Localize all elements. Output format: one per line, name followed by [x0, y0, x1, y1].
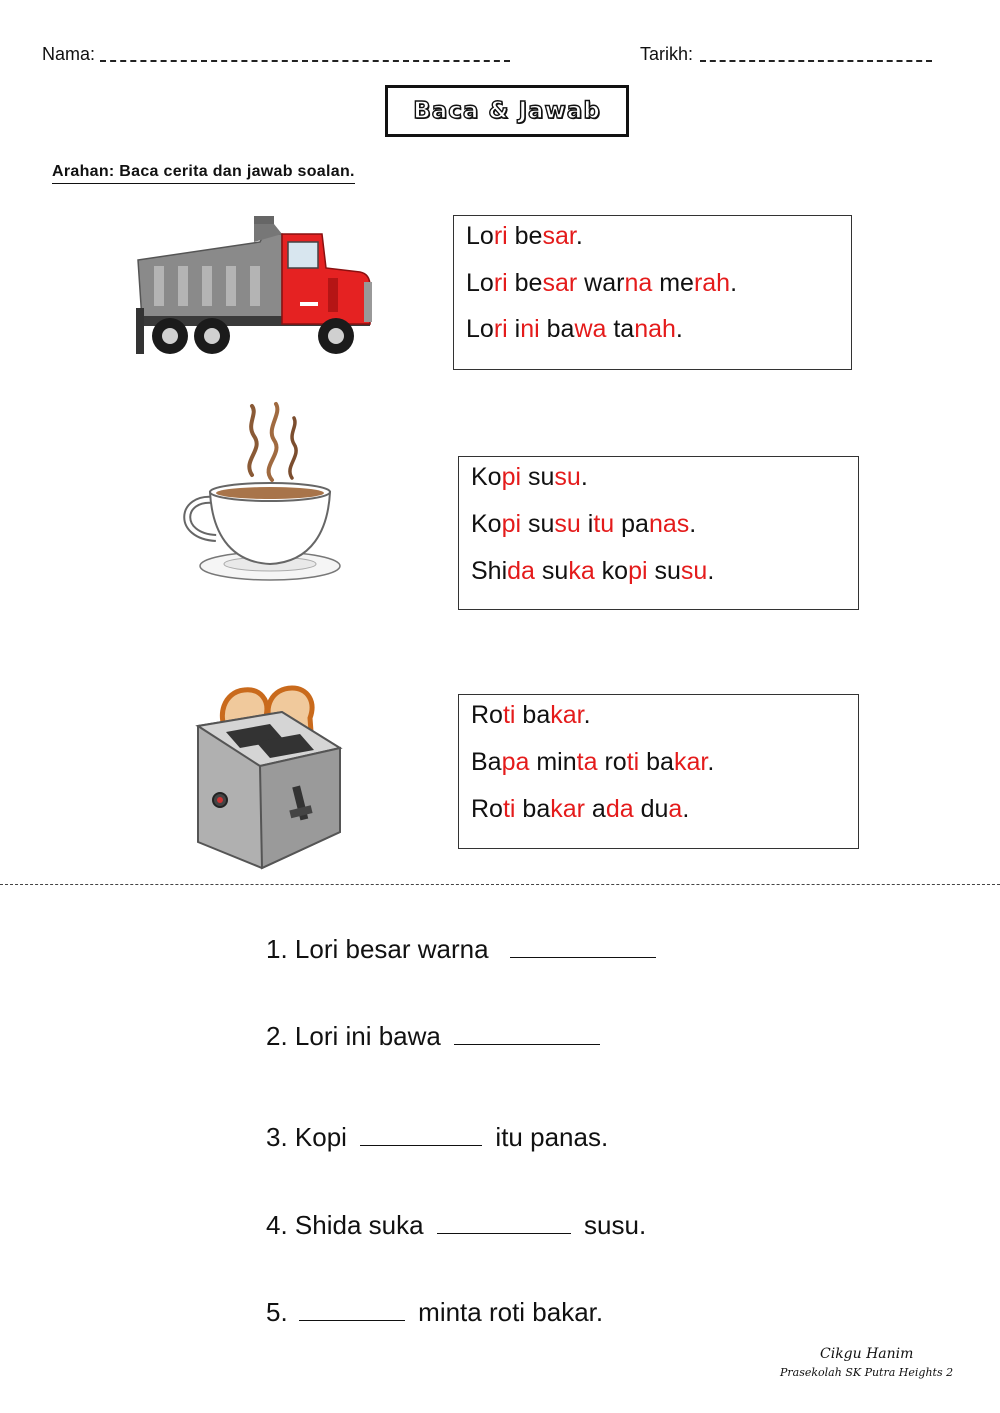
coffee-cup-icon	[172, 400, 352, 590]
story-2-line-2	[471, 510, 696, 539]
story-1-line-1	[466, 222, 583, 251]
highlight-syllable: pi	[628, 557, 648, 585]
syllable: .	[707, 557, 715, 585]
story-2-line-1	[471, 463, 588, 492]
syllable: war	[577, 269, 625, 297]
story-2-line-3	[471, 557, 714, 586]
syllable: .	[575, 222, 583, 250]
syllable: ko	[594, 557, 629, 585]
story-3-line-2	[471, 748, 714, 777]
name-field[interactable]	[100, 60, 510, 62]
syllable: i	[580, 510, 594, 538]
answer-blank-5[interactable]	[299, 1296, 405, 1321]
syllable: Ro	[471, 701, 503, 729]
author-signature: Cikgu Hanim	[820, 1346, 914, 1362]
syllable: .	[675, 315, 683, 343]
highlight-syllable: ri	[493, 315, 508, 343]
story-3-line-3	[471, 795, 689, 824]
question-3-suffix: itu panas.	[495, 1122, 609, 1152]
highlight-syllable: kar	[550, 701, 584, 729]
syllable: ro	[597, 748, 627, 776]
question-1	[266, 933, 656, 965]
highlight-syllable: sar	[542, 222, 576, 250]
syllable: be	[507, 222, 543, 250]
answer-blank-4[interactable]	[437, 1209, 571, 1234]
syllable: be	[507, 269, 543, 297]
highlight-syllable: su	[554, 463, 581, 491]
syllable: ba	[515, 795, 551, 823]
divider	[0, 884, 1000, 885]
syllable: su	[647, 557, 681, 585]
highlight-syllable: ka	[568, 557, 595, 585]
question-5-text: 5.	[266, 1297, 288, 1327]
highlight-syllable: kar	[673, 748, 708, 776]
story-box-2	[458, 456, 859, 610]
syllable: Ko	[471, 463, 502, 491]
truck-icon	[132, 212, 377, 362]
syllable: su	[521, 510, 555, 538]
answer-blank-2[interactable]	[454, 1020, 600, 1045]
highlight-syllable: ri	[493, 269, 508, 297]
question-5	[266, 1296, 603, 1328]
instruction: Arahan: Baca cerita dan jawab soalan.	[52, 163, 355, 184]
syllable: i	[507, 315, 521, 343]
question-4-text: 4. Shida suka	[266, 1210, 424, 1240]
title-box	[385, 85, 629, 137]
syllable: ba	[515, 701, 551, 729]
highlight-syllable: su	[554, 510, 581, 538]
syllable: Lo	[466, 315, 494, 343]
highlight-syllable: sar	[542, 269, 578, 297]
question-2-text: 2. Lori ini bawa	[266, 1021, 441, 1051]
highlight-syllable: ti	[502, 795, 516, 823]
highlight-syllable: ni	[520, 315, 540, 343]
syllable: Ko	[471, 510, 502, 538]
highlight-syllable: ta	[576, 748, 598, 776]
story-1-line-2	[466, 269, 737, 298]
answer-blank-1[interactable]	[510, 933, 656, 958]
question-4	[266, 1209, 646, 1241]
question-3	[266, 1121, 608, 1153]
answer-blank-3[interactable]	[360, 1121, 482, 1146]
syllable: ba	[639, 748, 674, 776]
highlight-syllable: pi	[501, 510, 522, 538]
syllable: .	[580, 463, 588, 491]
name-label: Nama:	[42, 44, 96, 64]
date-field[interactable]	[700, 60, 932, 62]
highlight-syllable: tu	[593, 510, 615, 538]
question-2	[266, 1020, 600, 1052]
syllable: Lo	[466, 222, 494, 250]
syllable: su	[534, 557, 569, 585]
syllable: su	[521, 463, 555, 491]
highlight-syllable: na	[624, 269, 653, 297]
syllable: min	[529, 748, 577, 776]
highlight-syllable: nah	[634, 315, 676, 343]
highlight-syllable: kar	[550, 795, 585, 823]
syllable: du	[633, 795, 669, 823]
syllable: pa	[614, 510, 649, 538]
highlight-syllable: pi	[501, 463, 522, 491]
date-label: Tarikh:	[640, 44, 694, 64]
syllable: .	[583, 701, 591, 729]
story-1-line-3	[466, 315, 683, 344]
syllable: a	[584, 795, 606, 823]
highlight-syllable: a	[668, 795, 683, 823]
highlight-syllable: wa	[574, 315, 607, 343]
highlight-syllable: su	[680, 557, 708, 585]
highlight-syllable: nas	[648, 510, 690, 538]
syllable: ba	[539, 315, 575, 343]
highlight-syllable: pa	[501, 748, 530, 776]
school-name: Prasekolah SK Putra Heights 2	[780, 1366, 954, 1379]
toaster-icon	[190, 682, 350, 872]
question-1-text: 1. Lori besar warna	[266, 934, 489, 964]
story-3-line-1	[471, 701, 591, 730]
syllable: Lo	[466, 269, 494, 297]
page-title: Baca & Jawab	[413, 98, 601, 124]
highlight-syllable: ti	[502, 701, 516, 729]
syllable: Ba	[471, 748, 502, 776]
syllable: Ro	[471, 795, 503, 823]
story-box-1	[453, 215, 852, 370]
highlight-syllable: da	[507, 557, 535, 585]
syllable: .	[689, 510, 697, 538]
syllable: ta	[606, 315, 635, 343]
question-3-text: 3. Kopi	[266, 1122, 347, 1152]
syllable: .	[730, 269, 738, 297]
highlight-syllable: ti	[626, 748, 640, 776]
highlight-syllable: da	[605, 795, 634, 823]
syllable: Shi	[471, 557, 508, 585]
question-4-suffix: susu.	[584, 1210, 647, 1240]
highlight-syllable: ri	[493, 222, 508, 250]
syllable: .	[682, 795, 690, 823]
syllable: me	[652, 269, 694, 297]
story-box-3	[458, 694, 859, 849]
highlight-syllable: rah	[693, 269, 731, 297]
question-5-suffix: minta roti bakar.	[418, 1297, 604, 1327]
syllable: .	[707, 748, 715, 776]
